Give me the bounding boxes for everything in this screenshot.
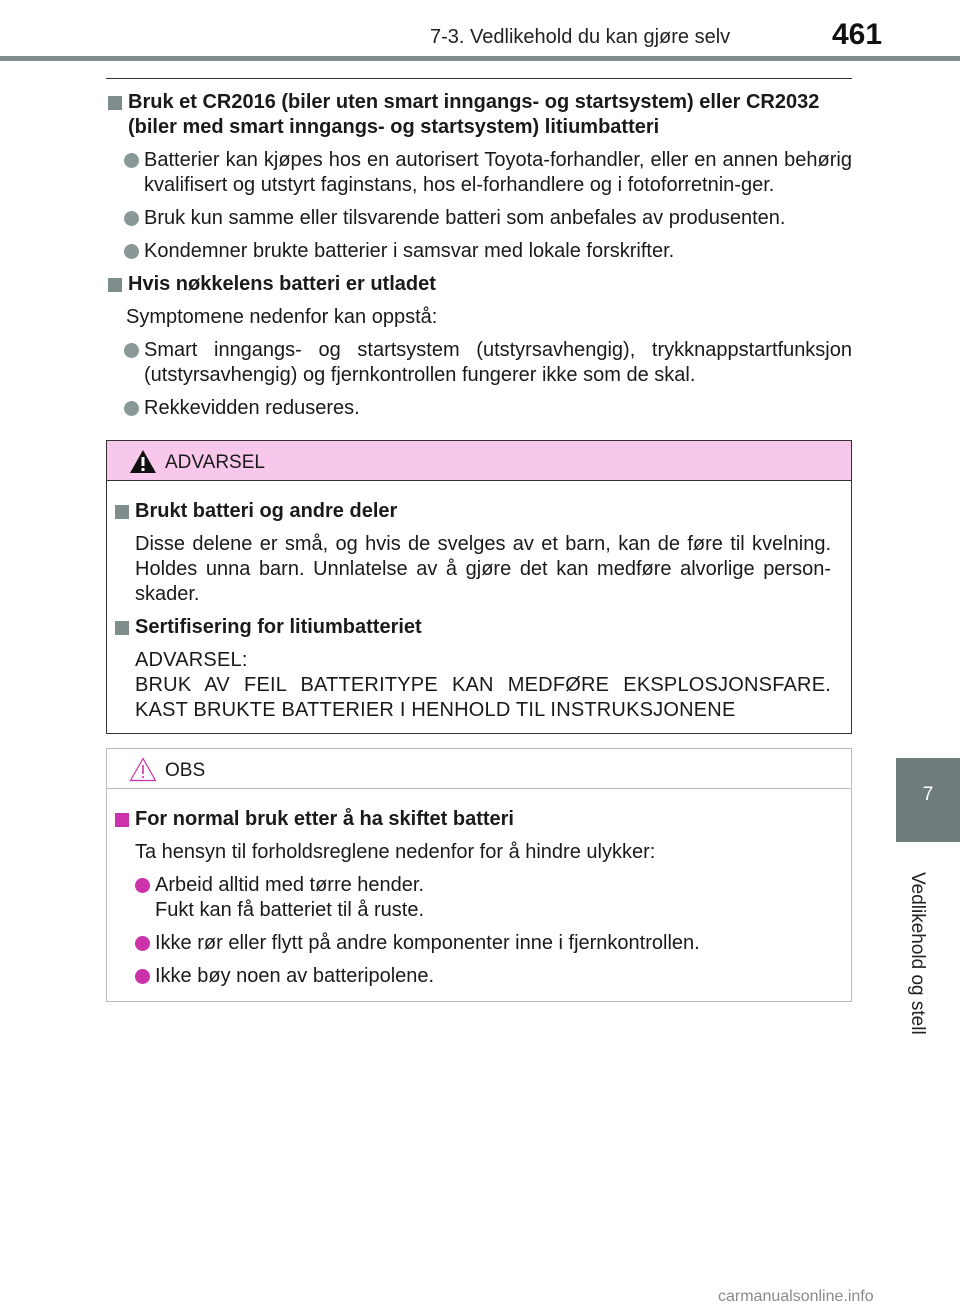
list-item: Kondemner brukte batterier i samsvar med lokale forskrifter. (106, 239, 852, 264)
square-bullet-icon (108, 278, 122, 292)
warning-header (107, 441, 851, 481)
circle-bullet-icon (124, 401, 139, 416)
content-top-rule (106, 78, 852, 79)
circle-bullet-icon (135, 969, 150, 984)
caution-header (107, 749, 851, 789)
header-rule (0, 56, 960, 61)
caution-box (106, 748, 852, 1002)
warning-body (107, 481, 851, 741)
section-title: 7-3. Vedlikehold du kan gjøre selv (430, 26, 731, 48)
square-bullet-icon (108, 96, 122, 110)
circle-bullet-icon (124, 343, 139, 358)
chapter-number: 7 (922, 784, 934, 805)
list-item: Batterier kan kjøpes hos en autorisert Toyota-forhandler, eller en annen behørig kvalifisert og utstyrt faginstans, hos el-forhandlere og i fotoforretnin-ger. (106, 148, 852, 198)
section-heading: Brukt batteri og andre deler (115, 499, 831, 524)
square-bullet-icon (115, 621, 129, 635)
page-header (0, 0, 960, 62)
square-bullet-icon (115, 505, 129, 519)
warning-title: ADVARSEL (165, 452, 265, 473)
section-heading: Bruk et CR2016 (biler uten smart inngangs- og startsystem) eller CR2032 (biler med smart inngangs- og startsystem) litiumbatteri (106, 90, 852, 140)
chapter-label-area (896, 842, 960, 1042)
list-item: Arbeid alltid med tørre hender. Fukt kan få batteriet til å ruste. (115, 873, 831, 923)
list-item: Bruk kun samme eller tilsvarende batteri som anbefales av produsenten. (106, 206, 852, 231)
section-heading: Hvis nøkkelens batteri er utladet (106, 272, 852, 297)
caution-triangle-icon (129, 757, 157, 782)
circle-bullet-icon (124, 211, 139, 226)
list-item: Ikke bøy noen av batteripolene. (115, 964, 831, 989)
caution-body (107, 789, 851, 1007)
circle-bullet-icon (135, 936, 150, 951)
list-item: Ikke rør eller flytt på andre komponenter inne i fjernkontrollen. (115, 931, 831, 956)
caution-title: OBS (165, 760, 206, 781)
circle-bullet-icon (124, 153, 139, 168)
paragraph: Disse delene er små, og hvis de svelges av et barn, kan de føre til kvelning. Holdes unna barn. Unnlatelse av å gjøre det kan medføre alvorlige person-skader. (135, 533, 831, 605)
chapter-label: Vedlikehold og stell (907, 872, 928, 1035)
section-heading: For normal bruk etter å ha skiftet batteri (115, 807, 831, 832)
chapter-tab[interactable] (896, 758, 960, 842)
paragraph: ADVARSEL: BRUK AV FEIL BATTERITYPE KAN MEDFØRE EKSPLOSJONSFARE. KAST BRUKTE BATTERIER I HENHOLD TIL INSTRUKSJONENE (135, 649, 831, 721)
page-number: 461 (832, 18, 883, 51)
square-bullet-icon (115, 813, 129, 827)
paragraph: Ta hensyn til forholdsreglene nedenfor for å hindre ulykker: (135, 841, 656, 863)
paragraph: Symptomene nedenfor kan oppstå: (126, 306, 438, 328)
circle-bullet-icon (135, 878, 150, 893)
section-heading: Sertifisering for litiumbatteriet (115, 615, 831, 640)
main-content (106, 90, 852, 429)
circle-bullet-icon (124, 244, 139, 259)
warning-box (106, 440, 852, 734)
list-item: Smart inngangs- og startsystem (utstyrsavhengig), trykknappstartfunksjon (utstyrsavhengig) og fjernkontrollen fungerer ikke som de skal. (106, 338, 852, 388)
list-item: Rekkevidden reduseres. (106, 396, 852, 421)
warning-triangle-icon (129, 449, 157, 474)
watermark: carmanualsonline.info (718, 1288, 874, 1305)
